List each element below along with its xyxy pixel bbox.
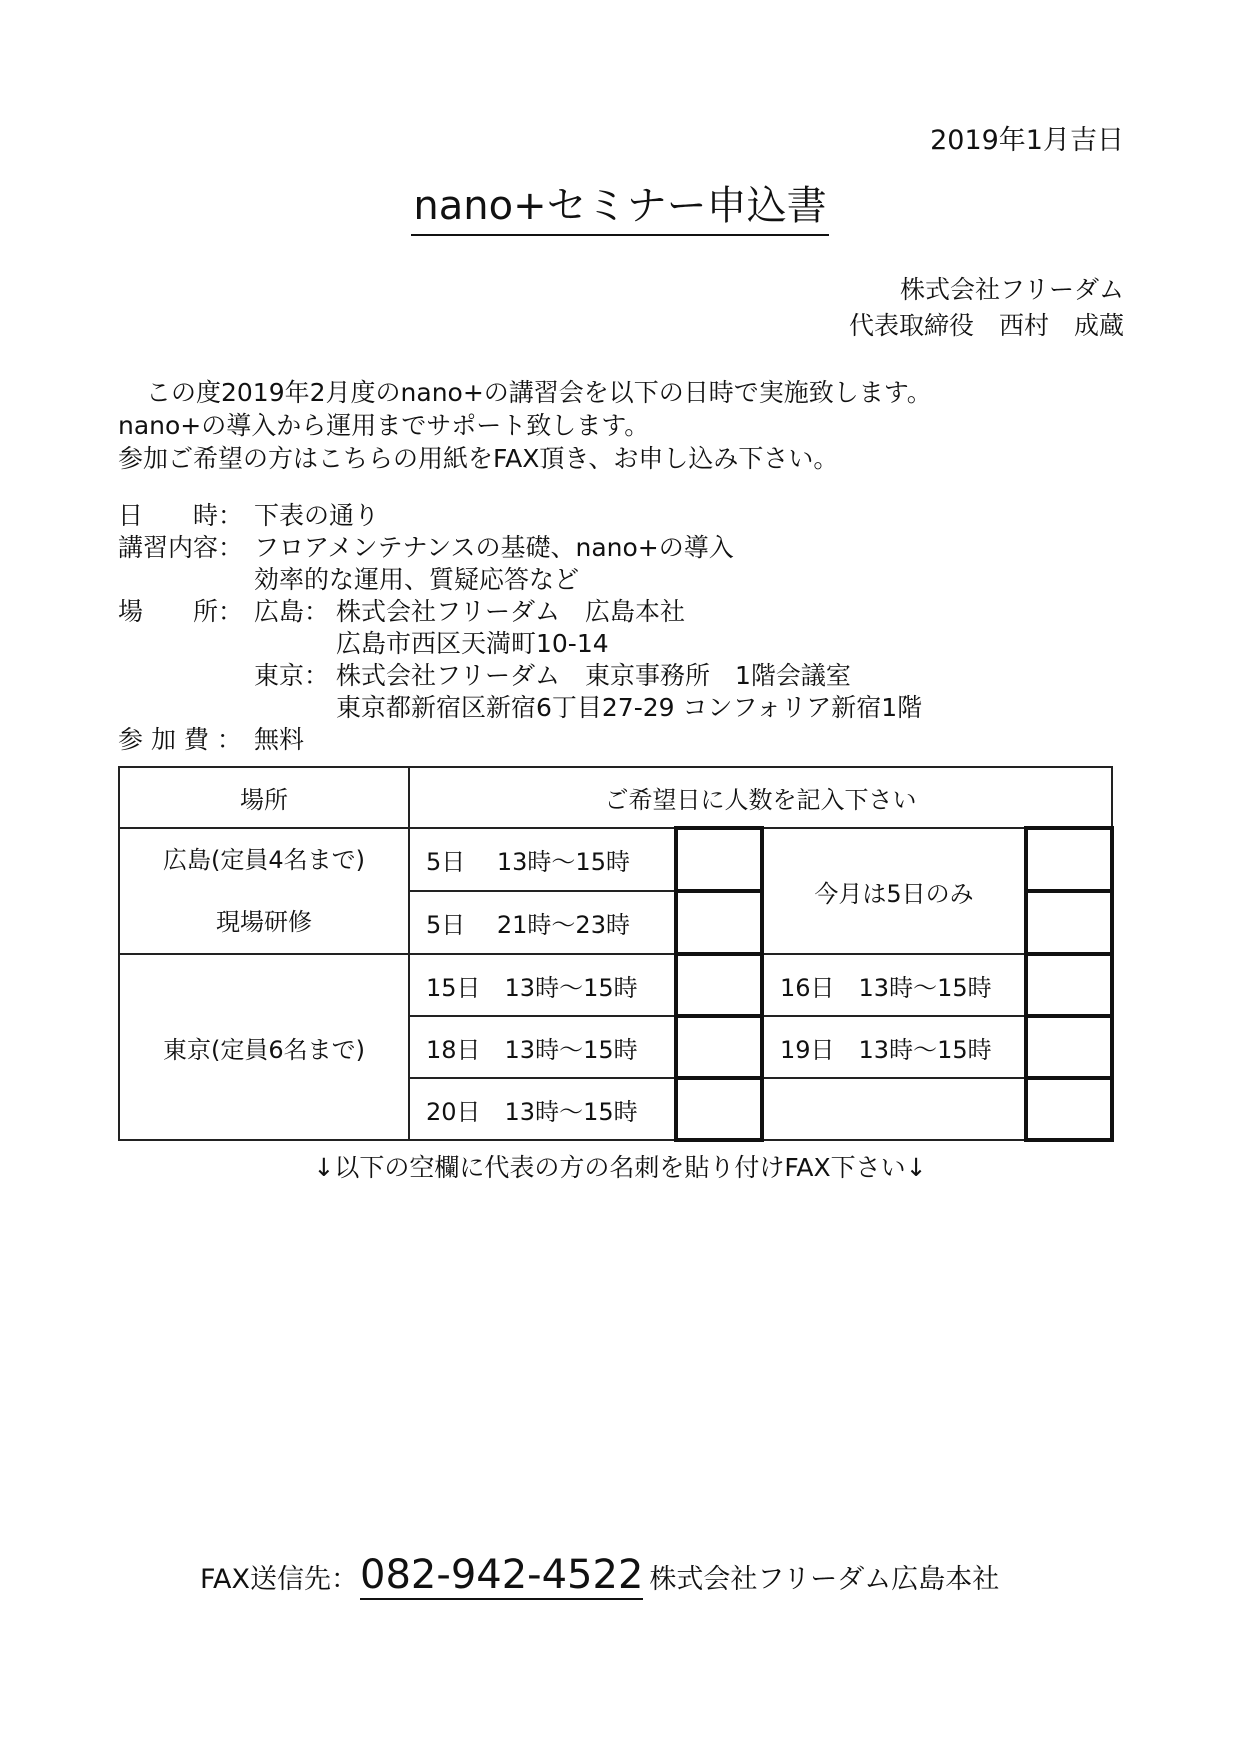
slot-label: 16日 13時～15時 [762,954,1026,1016]
fax-label: FAX送信先： [200,1564,359,1595]
issue-date: 2019年1月吉日 [930,125,1124,156]
fax-recipient: 株式会社フリーダム広島本社 [649,1564,1000,1595]
schedule-table [118,766,1114,1142]
fee-label: 参 加 費 ： [118,725,242,754]
content-value: 効率的な運用、質疑応答など [254,565,580,594]
hiroshima-name: 株式会社フリーダム 広島本社 [336,597,686,626]
attendee-count-box[interactable] [1026,1078,1112,1140]
tokyo-address: 東京都新宿区新宿6丁目27-29 コンフォリア新宿1階 [336,693,923,722]
slot-label: 5日 21時～23時 [409,891,676,954]
document-title-text: nano+セミナー申込書 [411,180,828,236]
empty-slot-cell [762,1078,1026,1140]
hiroshima-note: 今月は5日のみ [762,828,1026,954]
header-instruction: ご希望日に人数を記入下さい [409,767,1112,828]
intro-line: nano+の導入から運用までサポート致します。 [118,411,650,440]
fee-value: 無料 [254,725,305,754]
attendee-count-box[interactable] [676,828,762,891]
attendee-count-box[interactable] [676,1078,762,1140]
slot-label: 15日 13時～15時 [409,954,676,1016]
location-tokyo: 東京(定員6名まで) [119,954,409,1140]
table-row [119,828,1112,891]
datetime-label: 日 時： [118,501,244,530]
intro-line: 参加ご希望の方はこちらの用紙をFAX頂き、お申し込み下さい。 [118,444,839,473]
slot-label: 18日 13時～15時 [409,1016,676,1078]
location-hiroshima-name: 広島(定員4名まで) [163,846,365,874]
tokyo-label: 東京： [254,661,330,690]
attendee-count-box[interactable] [676,954,762,1016]
location-hiroshima [119,828,409,954]
attendee-count-box[interactable] [1026,954,1112,1016]
attendee-count-box[interactable] [1026,828,1112,891]
location-hiroshima-type: 現場研修 [216,908,312,936]
slot-label: 19日 13時～15時 [762,1016,1026,1078]
slot-label: 5日 13時～15時 [409,828,676,891]
content-label: 講習内容： [118,533,244,562]
hiroshima-address: 広島市西区天満町10-14 [336,629,609,658]
content-value: フロアメンテナンスの基礎、nano+の導入 [254,533,734,562]
attendee-count-box[interactable] [1026,1016,1112,1078]
business-card-instruction: ↓以下の空欄に代表の方の名刺を貼り付けFAX下さい↓ [313,1153,927,1182]
fax-destination [200,1552,999,1600]
table-header-row [119,767,1112,828]
intro-line: この度2019年2月度のnano+の講習会を以下の日時で実施致します。 [146,378,932,407]
sender-block [849,272,1124,344]
intro-paragraph [118,376,932,475]
slot-label: 20日 13時～15時 [409,1078,676,1140]
attendee-count-box[interactable] [676,891,762,954]
attendee-count-box[interactable] [676,1016,762,1078]
fax-number: 082-942-4522 [360,1552,644,1598]
place-label: 場 所： [118,597,244,626]
table-row [119,954,1112,1016]
hiroshima-label: 広島： [254,597,330,626]
datetime-value: 下表の通り [254,501,380,530]
sender-representative: 代表取締役 西村 成蔵 [848,311,1124,340]
header-location: 場所 [119,767,409,828]
sender-company: 株式会社フリーダム [899,275,1124,304]
document-title [0,180,1240,236]
tokyo-name: 株式会社フリーダム 東京事務所 1階会議室 [336,661,851,690]
attendee-count-box[interactable] [1026,891,1112,954]
